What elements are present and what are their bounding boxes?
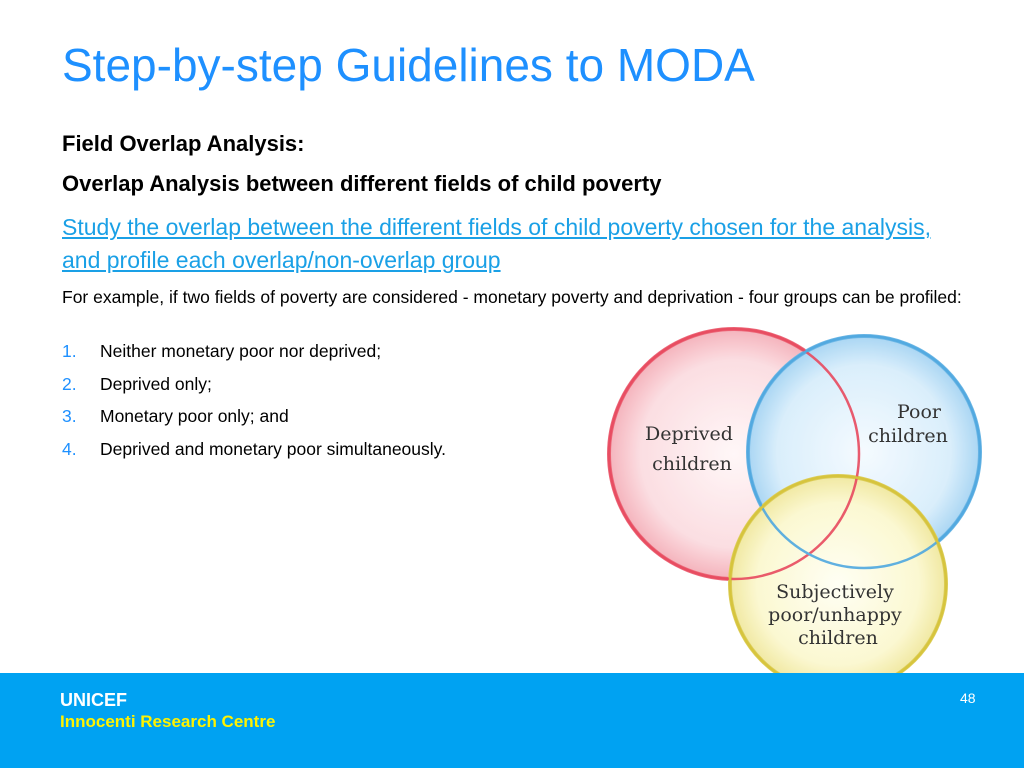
list-item <box>62 439 582 472</box>
page-number: 48 <box>960 690 976 706</box>
list-number: 2. <box>62 373 77 394</box>
footer-bar <box>0 673 1024 768</box>
list-text: Monetary poor only; and <box>100 406 289 426</box>
subjectively-poor-label: Subjectively poor/unhappy children <box>768 581 902 649</box>
group-list <box>62 341 582 471</box>
list-number: 3. <box>62 406 77 426</box>
poor-children-label: Poor children <box>868 401 948 447</box>
slide-title: Step-by-step Guidelines to MODA <box>62 39 755 91</box>
list-number: 1. <box>62 341 77 361</box>
list-text: Deprived and monetary poor simultaneously. <box>100 438 446 459</box>
study-overlap-link[interactable]: Study the overlap between the different fields of child poverty chosen for the analysis, and profile each overlap/non-overlap group <box>62 214 931 273</box>
list-number: 4. <box>62 438 77 459</box>
footer-organization: UNICEF <box>60 690 127 710</box>
example-paragraph: For example, if two fields of poverty are considered - monetary poverty and deprivation - four groups can be profiled: <box>62 287 962 307</box>
list-item <box>62 406 582 439</box>
list-text: Neither monetary poor nor deprived; <box>100 341 382 361</box>
section-heading: Field Overlap Analysis: <box>62 131 305 156</box>
venn-diagram <box>600 322 1000 674</box>
list-item <box>62 374 582 407</box>
deprived-children-label: Deprived children <box>645 423 733 475</box>
footer-research-centre: Innocenti Research Centre <box>60 712 276 731</box>
list-text: Deprived only; <box>100 373 212 394</box>
list-item <box>62 341 582 374</box>
section-subheading: Overlap Analysis between different fields of child poverty <box>62 171 662 196</box>
